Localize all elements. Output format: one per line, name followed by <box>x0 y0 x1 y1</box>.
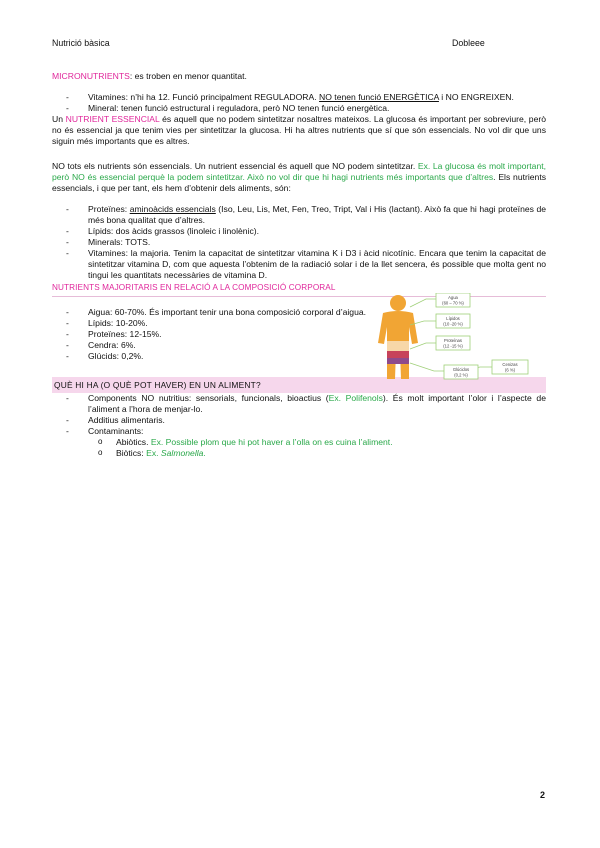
composition-section <box>52 294 546 377</box>
section-title-majoritaris: NUTRIENTS MAJORITARIS EN RELACIÓ A LA COMPOSICIÓ CORPORAL <box>52 283 546 297</box>
page-number: 2 <box>540 790 546 800</box>
proteinas-pct: (12 -15 %) <box>443 343 463 348</box>
list-item-aigua: - Aigua: 60-70%. És important tenir una bona composició corporal d’aigua. <box>52 307 368 318</box>
human-figure-icon <box>378 295 418 379</box>
list-item-lipids-pct: - Lípids: 10-20%. <box>52 318 368 329</box>
bio-a: Biòtics: <box>116 448 147 459</box>
vit-text-c: i NO ENGREIXEN. <box>438 92 514 102</box>
header-author: Dobleee <box>452 38 485 48</box>
comp-b: Ex. Polifenols <box>328 393 383 404</box>
list-item-biotics <box>52 448 546 459</box>
comp-a: Components NO nutritius: sensorials, funcionals, bioactius ( <box>88 393 329 404</box>
list-item-abiotics <box>52 437 546 448</box>
proteinas-label: Proteínas <box>444 337 462 343</box>
list-item-vitamines <box>52 92 546 103</box>
list-item-mineral: - Mineral: tenen funció estructural i reguladora, però NO tenen funció energètica. <box>52 103 546 114</box>
abio-b: Ex. Possible plom que hi pot haver a l’olla on es cuina l’aliment. <box>150 437 393 448</box>
prot-b: aminoàcids essencials <box>129 204 216 214</box>
list-item-minerals: - Minerals: TOTS. <box>52 237 546 248</box>
body-composition-figure <box>374 293 550 381</box>
vit-text-a: Vitamines: n’hi ha 12. Funció principalment REGULADORA. <box>88 92 320 102</box>
essential-paragraph <box>52 114 546 147</box>
micronutrients-title: MICRONUTRIENTS <box>52 71 130 81</box>
ess-c: és aquell que no podem sintetitzar nosaltres mateixos. La glucosa és important per sobreviure, però no és essencial ja que tenim vies per sintetitzar la glucosa. Hi ha altres nutrients que sí que són essencials. No vol dir que uns siguin més importants que es altres. <box>52 114 546 146</box>
list-item-glucids: - Glúcids: 0,2%. <box>52 351 368 362</box>
prot-a: Proteïnes: <box>88 204 130 214</box>
vit-text-b: NO tenen funció ENERGÈTICA <box>319 92 439 102</box>
cenizas-pct: (6 %) <box>504 367 516 372</box>
list-item-vitamines-ess: - Vitamines: la majoria. Tenim la capacitat de sintetitzar vitamina K i D3 i àcid nicotínic. Encara que tenim la capacitat de sintetitzar vitamina D, com que aquesta l’obtenim de la radiació solar i de la llet sencera, és possible que molta gent no tingui les quantitats necessàries de vitamina D. <box>52 248 546 281</box>
bio-d: . <box>203 448 206 459</box>
abio-a: Abiòtics. <box>116 437 151 448</box>
agua-label: Agua <box>448 294 458 300</box>
essential-nutrients-list <box>52 204 546 281</box>
micronutrients-list <box>52 92 546 114</box>
cenizas-label: Cenizas <box>502 361 518 367</box>
micronutrients-heading <box>52 71 546 82</box>
aliment-list <box>52 393 546 437</box>
bio-c: Salmonella <box>160 448 204 459</box>
prot-c: (Iso, Leu, Lis, Met, Fen, Treo, Tript, Val i His (lactant). Això fa que hi hagi proteïnes de més bona qualitat que d’altres. <box>88 204 546 225</box>
glucidos-pct: (0,2 %) <box>454 372 468 377</box>
header-subject: Nutrició bàsica <box>52 38 110 48</box>
contaminants-sublist <box>52 437 546 459</box>
notots-b: Ex. La glucosa és molt important, però NO és essencial perquè la podem sintetitzar. Això no vol dir que hi hagi nutrients més importants que d’altres <box>52 161 546 182</box>
agua-pct: (60 – 70 %) <box>442 300 464 305</box>
not-all-essential-paragraph <box>52 161 546 194</box>
list-item-proteines <box>52 204 546 226</box>
list-item-cendra: - Cendra: 6%. <box>52 340 368 351</box>
section-title-aliment: QUÈ HI HA (O QUÈ POT HAVER) EN UN ALIMENT? <box>52 377 546 394</box>
list-item-lipids: - Lípids: dos àcids grassos (linoleic i linolènic). <box>52 226 546 237</box>
connector-lines <box>410 299 492 371</box>
glucidos-label: Glúcidos <box>452 366 470 372</box>
bio-b: Ex. <box>146 448 161 459</box>
lipidos-label: Lípidos <box>446 315 460 321</box>
list-item-contaminants: - Contaminants: <box>52 426 546 437</box>
comp-c: ). És molt important l’olor i l’aspecte de l’aliment a l’hora de menjar-lo. <box>88 393 546 415</box>
micronutrients-desc: : es troben en menor quantitat. <box>129 71 247 81</box>
list-item-additius: - Additius alimentaris. <box>52 415 546 426</box>
lipidos-pct: (10 -20 %) <box>443 321 463 326</box>
ess-b: NUTRIENT ESSENCIAL <box>65 114 160 124</box>
page-body <box>52 71 546 459</box>
ess-a: Un <box>52 114 66 124</box>
list-item-components <box>52 393 546 415</box>
notots-c: . Els nutrients essencials, i que per tant, els hem d’obtenir dels aliments, són: <box>52 172 546 193</box>
notots-a: NO tots els nutrients són essencials. Un nutrient essencial és aquell que NO podem sintetitzar. <box>52 161 418 171</box>
list-item-proteines-pct: - Proteïnes: 12-15%. <box>52 329 368 340</box>
composition-list <box>52 307 368 362</box>
